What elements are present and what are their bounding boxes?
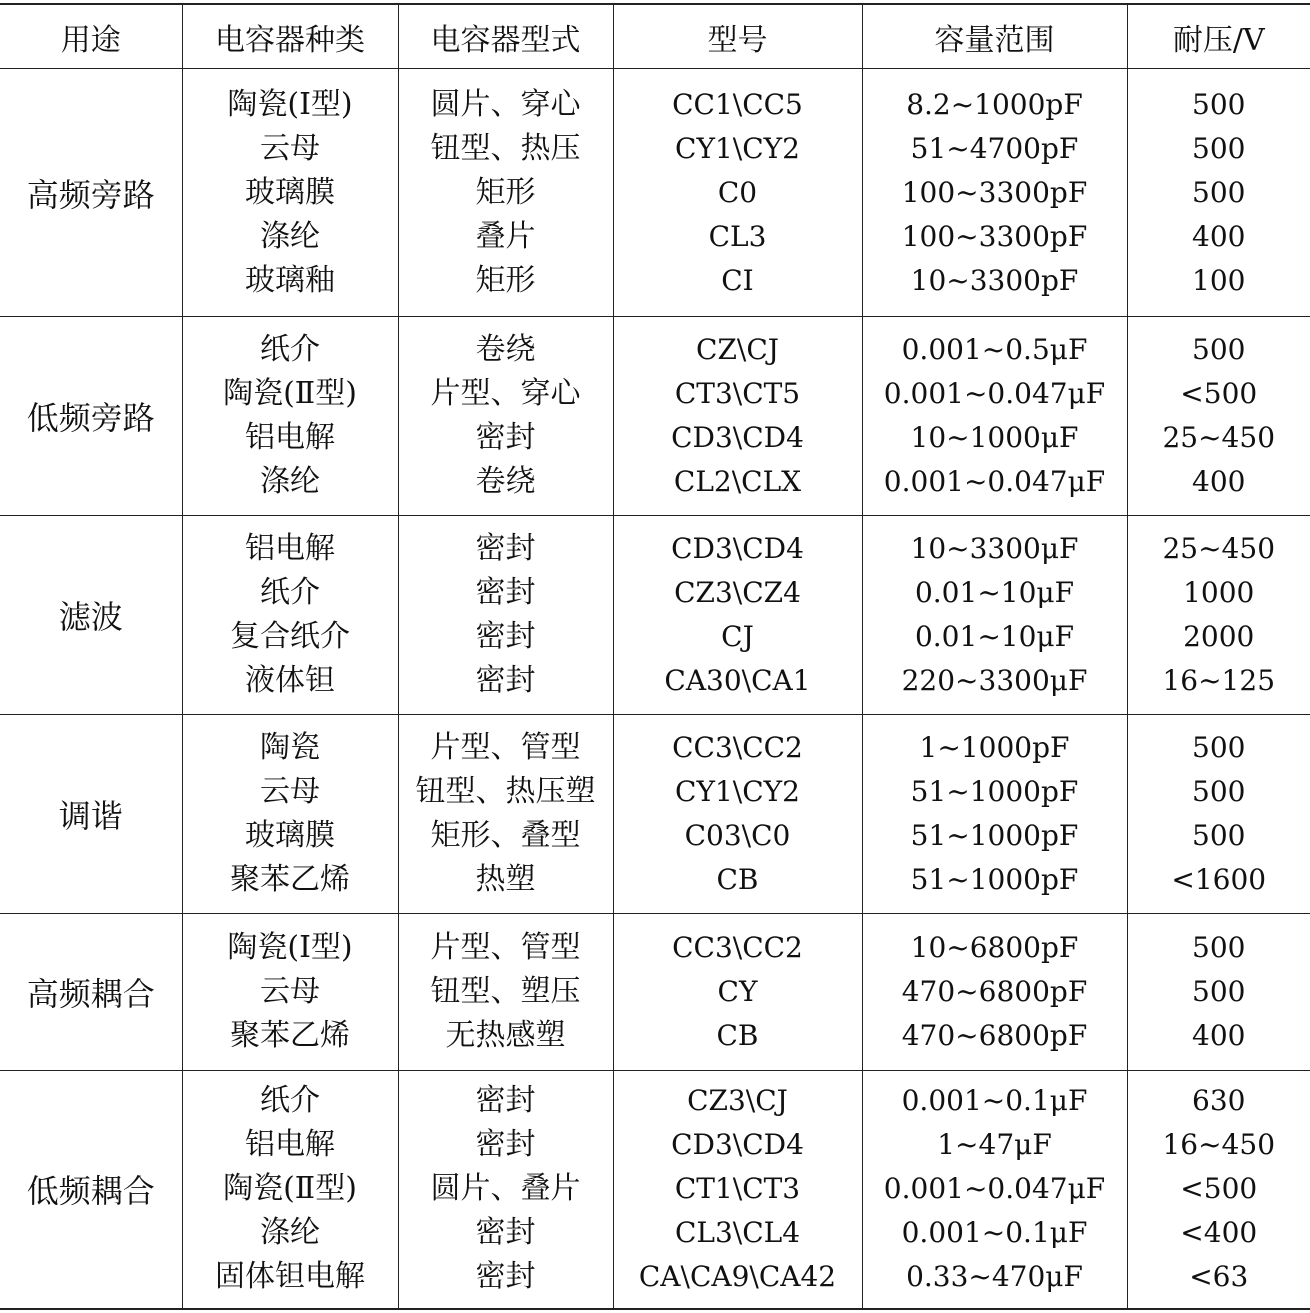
- form-value: 钮型、热压: [430, 130, 581, 166]
- model-cell: [613, 516, 862, 715]
- model-value: CZ\CJ: [696, 333, 779, 366]
- voltage-value: 630: [1192, 1084, 1246, 1118]
- usage-cell: 调谐: [0, 715, 182, 914]
- form-value: 热塑: [475, 862, 536, 897]
- model-value: CL2\CLX: [673, 465, 802, 498]
- usage-cell: 低频耦合: [0, 1071, 182, 1309]
- form-value: 矩形: [475, 262, 536, 298]
- range-value: 51~1000pF: [910, 863, 1079, 896]
- model-value: CY: [717, 975, 758, 1008]
- type-value: 铝电解: [245, 531, 335, 566]
- header-row: [0, 4, 1310, 69]
- model-cell: [613, 914, 862, 1071]
- type-value: 固体钽电解: [215, 1259, 365, 1295]
- form-value: 钮型、热压塑: [415, 774, 596, 809]
- form-cell: [398, 914, 613, 1071]
- type-value: 液体钽: [245, 663, 335, 698]
- range-cell: [862, 317, 1127, 516]
- form-value: 密封: [475, 1083, 536, 1119]
- form-cell: [398, 69, 613, 317]
- type-value: 陶瓷: [260, 730, 320, 765]
- voltage-value: 500: [1192, 819, 1246, 852]
- range-cell: [862, 914, 1127, 1071]
- voltage-value: 400: [1192, 465, 1246, 498]
- type-value: 聚苯乙烯: [230, 862, 350, 897]
- type-value: 纸介: [260, 332, 320, 367]
- voltage-value: <1600: [1171, 863, 1267, 896]
- range-value: 0.001~0.047μF: [883, 377, 1106, 410]
- type-value: 陶瓷(Ⅰ型): [227, 86, 353, 122]
- range-value: 470~6800pF: [901, 975, 1088, 1008]
- form-value: 片型、管型: [430, 730, 581, 765]
- table-row: [0, 1071, 1310, 1309]
- range-value: 0.01~10μF: [914, 620, 1075, 653]
- range-value: 1~1000pF: [919, 731, 1070, 764]
- voltage-value: <400: [1180, 1216, 1258, 1250]
- model-value: CD3\CD4: [671, 532, 804, 565]
- voltage-cell: [1127, 317, 1310, 516]
- range-cell: [862, 1071, 1127, 1309]
- type-value: 玻璃膜: [245, 174, 335, 210]
- model-value: CC3\CC2: [672, 731, 803, 764]
- form-value: 密封: [475, 619, 536, 654]
- header-voltage: 耐压/V: [1127, 4, 1310, 69]
- group-tuning: [0, 715, 1310, 914]
- model-value: CJ: [721, 620, 754, 653]
- type-value: 陶瓷(Ⅰ型): [227, 930, 353, 965]
- range-value: 0.001~0.5μF: [901, 333, 1088, 366]
- type-value: 铝电解: [245, 1127, 335, 1163]
- model-value: CD3\CD4: [671, 1128, 804, 1162]
- model-value: CL3\CL4: [674, 1216, 801, 1250]
- group-low-freq-bypass: [0, 317, 1310, 516]
- voltage-value: <500: [1180, 377, 1258, 410]
- voltage-cell: [1127, 516, 1310, 715]
- type-value: 纸介: [260, 575, 320, 610]
- model-value: C0: [717, 175, 758, 209]
- form-value: 圆片、叠片: [430, 1171, 581, 1207]
- range-value: 8.2~1000pF: [906, 87, 1083, 121]
- type-value: 陶瓷(Ⅱ型): [223, 1171, 357, 1207]
- range-value: 0.001~0.1μF: [901, 1216, 1088, 1250]
- model-value: CY1\CY2: [675, 775, 800, 808]
- voltage-value: <63: [1189, 1260, 1249, 1294]
- range-cell: [862, 715, 1127, 914]
- range-value: 0.001~0.1μF: [901, 1084, 1088, 1118]
- form-value: 圆片、穿心: [430, 86, 581, 122]
- table-row: [0, 715, 1310, 914]
- header-capacitor-form: 电容器型式: [398, 4, 613, 69]
- form-value: 密封: [475, 575, 536, 610]
- model-value: CB: [716, 1019, 759, 1052]
- table-row: [0, 516, 1310, 715]
- form-value: 片型、管型: [430, 930, 581, 965]
- type-value: 云母: [260, 974, 320, 1009]
- table-row: [0, 69, 1310, 317]
- range-cell: [862, 69, 1127, 317]
- model-cell: [613, 715, 862, 914]
- range-value: 51~1000pF: [910, 819, 1079, 852]
- header-usage: 用途: [0, 4, 182, 69]
- voltage-value: 400: [1192, 1019, 1246, 1052]
- type-cell: [182, 516, 398, 715]
- type-value: 陶瓷(Ⅱ型): [223, 376, 357, 411]
- model-value: CC3\CC2: [672, 931, 803, 964]
- form-cell: [398, 317, 613, 516]
- model-value: C03\C0: [684, 819, 791, 852]
- form-value: 无热感塑: [445, 1018, 566, 1053]
- model-value: CB: [716, 863, 759, 896]
- voltage-value: 1000: [1183, 576, 1255, 609]
- group-filter: [0, 516, 1310, 715]
- voltage-value: <500: [1180, 1172, 1258, 1206]
- voltage-value: 500: [1192, 975, 1246, 1008]
- model-value: CC1\CC5: [672, 87, 803, 121]
- voltage-value: 500: [1192, 87, 1246, 121]
- form-value: 叠片: [475, 218, 536, 254]
- voltage-value: 100: [1192, 263, 1246, 297]
- group-low-freq-coupling: [0, 1071, 1310, 1309]
- type-value: 涤纶: [260, 1215, 320, 1251]
- range-value: 0.001~0.047μF: [883, 1172, 1106, 1206]
- range-value: 0.01~10μF: [914, 576, 1075, 609]
- voltage-value: 500: [1192, 333, 1246, 366]
- voltage-cell: [1127, 914, 1310, 1071]
- form-value: 密封: [475, 663, 536, 698]
- table-row: [0, 317, 1310, 516]
- table-header: [0, 4, 1310, 69]
- range-value: 0.001~0.047μF: [883, 465, 1106, 498]
- voltage-value: 400: [1192, 219, 1246, 253]
- type-value: 玻璃釉: [245, 262, 335, 298]
- type-value: 涤纶: [260, 218, 320, 254]
- usage-cell: 低频旁路: [0, 317, 182, 516]
- group-high-freq-bypass: [0, 69, 1310, 317]
- voltage-value: 500: [1192, 775, 1246, 808]
- model-value: CT1\CT3: [674, 1172, 801, 1206]
- range-cell: [862, 516, 1127, 715]
- range-value: 51~4700pF: [910, 131, 1079, 165]
- form-value: 卷绕: [475, 464, 536, 499]
- model-value: CD3\CD4: [671, 421, 804, 454]
- range-value: 0.33~470μF: [906, 1260, 1083, 1294]
- model-value: CT3\CT5: [674, 377, 801, 410]
- type-cell: [182, 1071, 398, 1309]
- table-row: [0, 914, 1310, 1071]
- usage-cell: 高频旁路: [0, 69, 182, 317]
- form-cell: [398, 516, 613, 715]
- range-value: 1~47μF: [937, 1128, 1052, 1162]
- group-high-freq-coupling: [0, 914, 1310, 1071]
- type-value: 纸介: [260, 1083, 320, 1119]
- usage-cell: 滤波: [0, 516, 182, 715]
- voltage-value: 25~450: [1162, 532, 1276, 565]
- model-value: CA\CA9\CA42: [638, 1260, 837, 1294]
- model-value: CZ3\CJ: [687, 1084, 788, 1118]
- form-value: 密封: [475, 531, 536, 566]
- header-capacity-range: 容量范围: [862, 4, 1127, 69]
- type-cell: [182, 317, 398, 516]
- range-value: 470~6800pF: [901, 1019, 1088, 1052]
- model-cell: [613, 317, 862, 516]
- voltage-cell: [1127, 1071, 1310, 1309]
- voltage-cell: [1127, 69, 1310, 317]
- voltage-value: 500: [1192, 931, 1246, 964]
- voltage-value: 25~450: [1162, 421, 1276, 454]
- range-value: 10~3300pF: [910, 263, 1079, 297]
- usage-cell: 高频耦合: [0, 914, 182, 1071]
- type-value: 聚苯乙烯: [230, 1018, 350, 1053]
- range-value: 51~1000pF: [910, 775, 1079, 808]
- type-value: 涤纶: [260, 464, 320, 499]
- type-cell: [182, 69, 398, 317]
- form-value: 密封: [475, 1127, 536, 1163]
- form-value: 卷绕: [475, 332, 536, 367]
- form-cell: [398, 715, 613, 914]
- form-value: 矩形、叠型: [430, 818, 581, 853]
- form-value: 密封: [475, 420, 536, 455]
- voltage-value: 16~450: [1162, 1128, 1276, 1162]
- voltage-value: 500: [1192, 175, 1246, 209]
- model-value: CZ3\CZ4: [674, 576, 801, 609]
- type-value: 云母: [260, 774, 320, 809]
- model-value: CY1\CY2: [675, 131, 800, 165]
- voltage-value: 500: [1192, 731, 1246, 764]
- range-value: 220~3300μF: [901, 664, 1088, 697]
- capacitor-selection-table: [0, 3, 1310, 1310]
- model-value: CI: [721, 263, 754, 297]
- type-cell: [182, 914, 398, 1071]
- voltage-cell: [1127, 715, 1310, 914]
- type-cell: [182, 715, 398, 914]
- voltage-value: 500: [1192, 131, 1246, 165]
- form-value: 钮型、塑压: [430, 974, 581, 1009]
- range-value: 10~1000μF: [910, 421, 1079, 454]
- header-capacitor-type: 电容器种类: [182, 4, 398, 69]
- model-value: CA30\CA1: [664, 664, 811, 697]
- voltage-value: 16~125: [1162, 664, 1276, 697]
- model-cell: [613, 69, 862, 317]
- range-value: 100~3300pF: [901, 219, 1088, 253]
- range-value: 100~3300pF: [901, 175, 1088, 209]
- form-value: 矩形: [475, 174, 536, 210]
- voltage-value: 2000: [1183, 620, 1255, 653]
- form-cell: [398, 1071, 613, 1309]
- range-value: 10~3300μF: [910, 532, 1079, 565]
- header-model: 型号: [613, 4, 862, 69]
- form-value: 片型、穿心: [430, 376, 581, 411]
- type-value: 铝电解: [245, 420, 335, 455]
- model-cell: [613, 1071, 862, 1309]
- type-value: 复合纸介: [230, 619, 350, 654]
- model-value: CL3: [708, 219, 767, 253]
- type-value: 玻璃膜: [245, 818, 335, 853]
- form-value: 密封: [475, 1259, 536, 1295]
- range-value: 10~6800pF: [910, 931, 1079, 964]
- type-value: 云母: [260, 130, 320, 166]
- form-value: 密封: [475, 1215, 536, 1251]
